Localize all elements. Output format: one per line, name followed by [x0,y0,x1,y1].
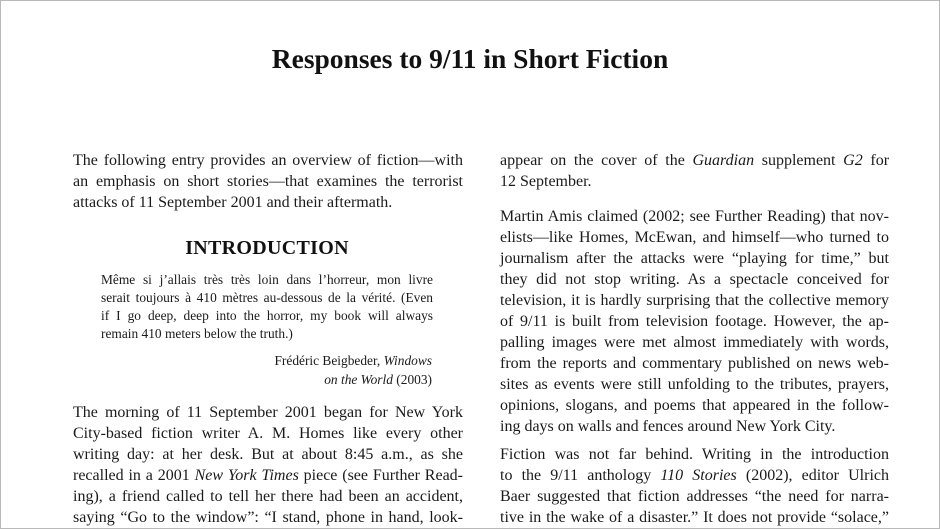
epigraph-line: serait toujours à 410 mètres au-dessous de la vérité. (Even [101,290,433,305]
body-line: ing days on walls and fences around New York City. [500,418,836,435]
epigraph-attribution [274,352,432,370]
body-italic: New York Times [194,467,299,484]
epigraph-work-cont: on the World [324,372,393,387]
section-heading-introduction: INTRODUCTION [185,237,349,259]
body-line [500,466,889,486]
body-line: palling images were met almost immediately with words, [500,334,889,351]
body-line: Baer suggested that fiction addresses “the need for narra- [500,488,889,505]
body-italic: 110 Stories [660,467,737,484]
body-line: sites as events were still unfolding to the tributes, prayers, [500,376,889,393]
body-line [500,151,889,171]
body-line: 12 September. [500,173,592,190]
body-line: elists—like Homes, McEwan, and himself—who turned to [500,229,889,246]
epigraph-line: remain 410 meters below the truth.) [101,326,293,341]
body-line: they did not stop writing. As a spectacle conceived for [500,271,889,288]
body-line: of 9/11 is built from television footage. However, the ap- [500,313,889,330]
body-text: appear on the cover of the [500,152,693,169]
body-line [73,466,463,486]
epigraph-line: Même si j’allais très très loin dans l’horreur, mon livre [101,272,433,287]
body-line: saying “Go to the window”: “I stand, phone in hand, look- [73,509,463,526]
body-text: for [862,152,890,169]
body-line: The morning of 11 September 2001 began for New York [73,404,463,421]
intro-line: an emphasis on short stories—that examines the terrorist [73,173,463,190]
body-line: Fiction was not far behind. Writing in the introduction [500,446,889,463]
body-line: ing), a friend called to tell her there had been an accident, [73,488,463,505]
epigraph-author: Frédéric Beigbeder, [274,353,384,368]
body-line: opinions, slogans, and poems that appeared in the follow- [500,397,889,414]
body-line: television, it is hardly surprising that the collective memory [500,292,889,309]
epigraph-attribution-cont [324,371,432,389]
epigraph-work: Windows [383,353,432,368]
body-line: City-based fiction writer A. M. Homes like every other [73,425,463,442]
epigraph-line: if I go deep, deep into the horror, my book will always [101,308,433,323]
body-text: recalled in a 2001 [73,467,195,484]
body-line: from the reports and commentary published on news web- [500,355,889,372]
body-text: (2002), editor Ulrich [736,467,889,484]
body-line: Martin Amis claimed (2002; see Further Reading) that nov- [500,208,889,225]
page-title: Responses to 9/11 in Short Fiction [271,43,669,74]
body-text: to the 9/11 anthology [500,467,661,484]
body-italic: G2 [843,152,863,169]
intro-line: The following entry provides an overview of fiction—with [73,152,463,169]
body-line: tive in the wake of a disaster.” It does not provide “solace,” [500,509,889,526]
epigraph-year: (2003) [392,372,432,387]
body-text: piece (see Further Read- [298,467,464,484]
body-line: journalism after the attacks were “playing for time,” but [500,250,889,267]
body-text: supplement [754,152,844,169]
body-line: writing day: at her desk. But at about 8:45 a.m., as she [73,446,463,463]
body-italic: Guardian [692,152,755,169]
intro-line: attacks of 11 September 2001 and their aftermath. [73,194,393,211]
